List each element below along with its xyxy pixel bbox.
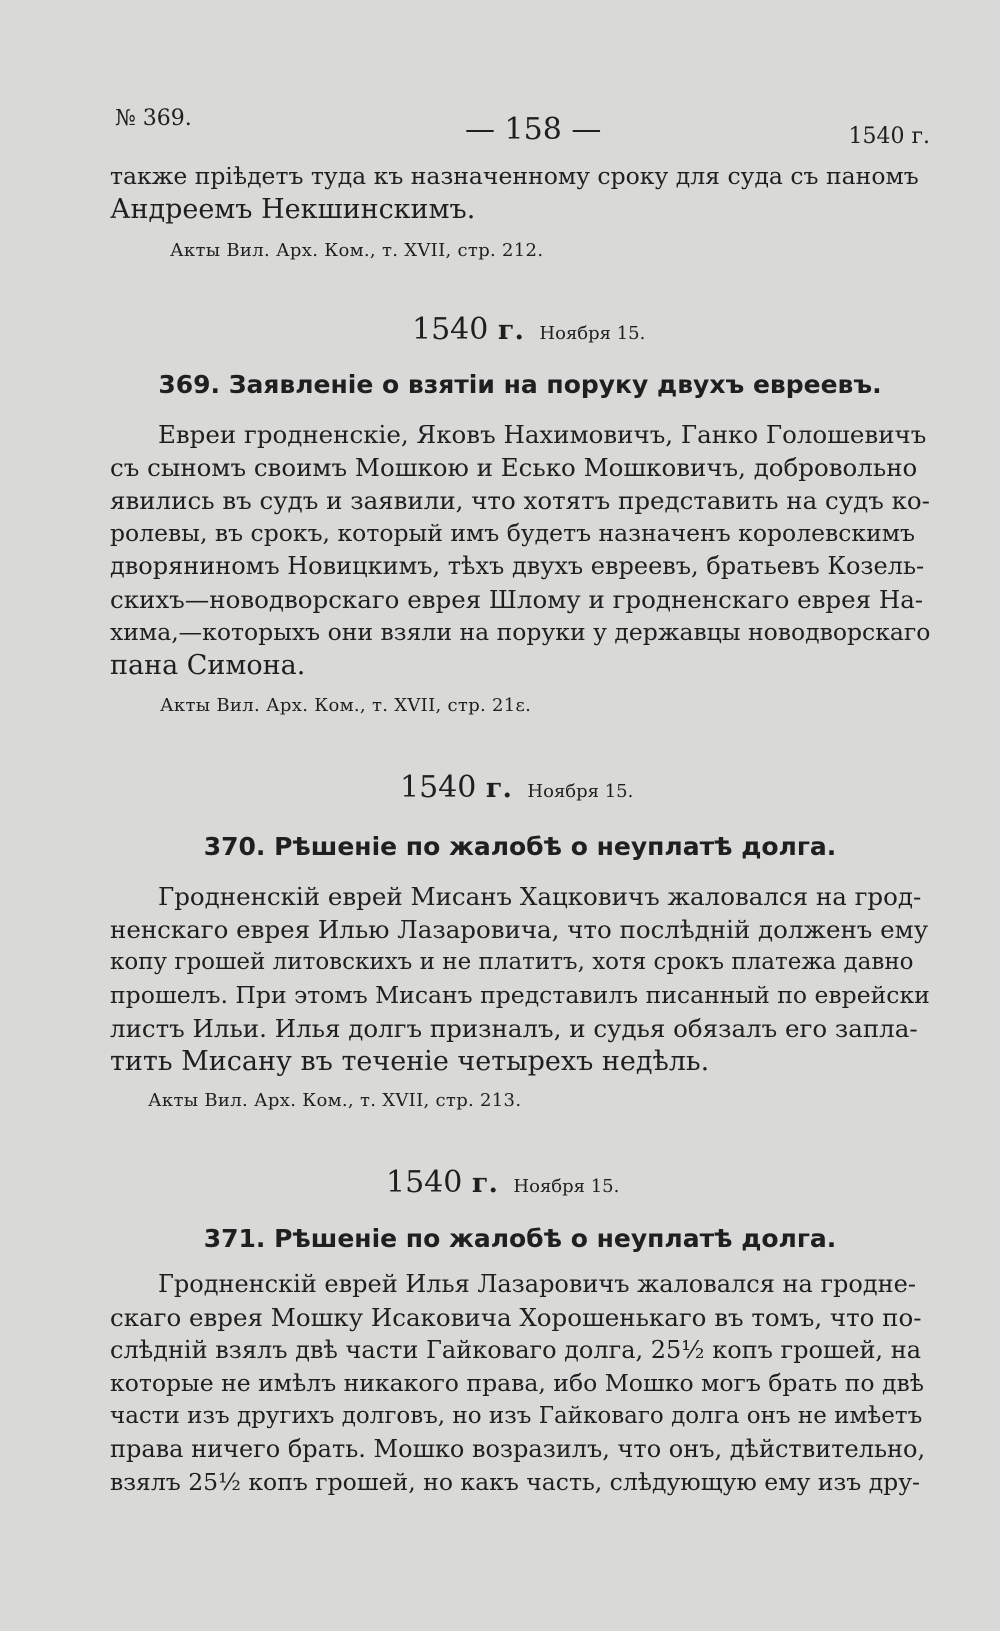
date-year: 1540 bbox=[412, 312, 489, 347]
header-year: 1540 г. bbox=[848, 124, 930, 149]
date-g: г. bbox=[471, 1168, 498, 1199]
text-line: также пріѣдетъ туда къ назначенному сроку для суда съ паномъ bbox=[110, 162, 919, 190]
text-line: Евреи гродненскіе, Яковъ Нахимовичъ, Ганко Голошевичъ bbox=[158, 420, 927, 449]
source-citation: Акты Вил. Арх. Ком., т. XVII, стр. 213. bbox=[148, 1090, 522, 1111]
text-line: хима,—которыхъ они взяли на поруки у державцы новодворскаго bbox=[110, 618, 931, 646]
text-line: Гродненскій еврей Илья Лазаровичъ жаловался на гродне- bbox=[158, 1270, 916, 1298]
source-citation: Акты Вил. Арх. Ком., т. XVII, стр. 212. bbox=[170, 240, 544, 261]
text-line: дворяниномъ Новицкимъ, тѣхъ двухъ евреевъ, братьевъ Козель- bbox=[110, 552, 925, 580]
text-line: Гродненскій еврей Мисанъ Хацковичъ жаловался на грод- bbox=[158, 882, 922, 911]
entry-date bbox=[400, 770, 633, 805]
date-day: Ноября 15. bbox=[539, 323, 646, 344]
entry-date bbox=[386, 1165, 619, 1200]
text-line: ролевы, въ срокъ, который имъ будетъ назначенъ королевскимъ bbox=[110, 519, 916, 547]
text-line: взялъ 25½ копъ грошей, но какъ часть, слѣдующую ему изъ дру- bbox=[110, 1468, 920, 1496]
date-g: г. bbox=[497, 315, 524, 346]
date-day: Ноября 15. bbox=[527, 781, 634, 802]
text-line: скаго еврея Мошку Исаковича Хорошенькаго въ томъ, что по- bbox=[110, 1303, 922, 1332]
entry-title: 370. Рѣшеніе по жалобѣ о неуплатѣ долга. bbox=[203, 832, 837, 861]
text-line: листъ Ильи. Илья долгъ призналъ, и судья обязалъ его запла- bbox=[110, 1014, 918, 1043]
text-line: съ сыномъ своимъ Мошкою и Есько Мошковичъ, добровольно bbox=[110, 453, 918, 482]
text-line: прошелъ. При этомъ Мисанъ представилъ писанный по еврейски bbox=[110, 981, 930, 1009]
date-g: г. bbox=[485, 773, 512, 804]
text-line: которые не имѣлъ никакого права, ибо Мошко могъ брать по двѣ bbox=[110, 1369, 924, 1397]
text-line: пана Симона. bbox=[110, 650, 306, 681]
entry-paragraph bbox=[110, 418, 930, 682]
text-line: слѣдній взялъ двѣ части Гайковаго долга, 25½ копъ грошей, на bbox=[110, 1336, 921, 1364]
text-line: части изъ другихъ долговъ, но изъ Гайковаго долга онъ не имѣетъ bbox=[110, 1403, 923, 1429]
date-year: 1540 bbox=[386, 1165, 463, 1200]
entry-title: 371. Рѣшеніе по жалобѣ о неуплатѣ долга. bbox=[203, 1224, 837, 1253]
entry-paragraph bbox=[110, 1268, 930, 1499]
page-header bbox=[115, 100, 930, 150]
intro-paragraph bbox=[110, 160, 930, 226]
document-number: № 369. bbox=[115, 106, 192, 131]
date-year: 1540 bbox=[400, 770, 477, 805]
entry-date bbox=[412, 312, 645, 347]
date-day: Ноября 15. bbox=[513, 1176, 620, 1197]
text-line: тить Мисану въ теченіе четырехъ недѣль. bbox=[110, 1046, 710, 1077]
page-number: — 158 — bbox=[465, 112, 602, 147]
source-citation: Акты Вил. Арх. Ком., т. XVII, стр. 21ε. bbox=[160, 695, 532, 716]
text-line: ненскаго еврея Илью Лазаровича, что послѣдній долженъ ему bbox=[110, 915, 929, 944]
text-line: копу грошей литовскихъ и не платитъ, хотя срокъ платежа давно bbox=[110, 949, 914, 975]
entry-title: 369. Заявленіе о взятіи на поруку двухъ евреевъ. bbox=[158, 370, 882, 399]
text-line: скихъ—новодворскаго еврея Шлому и гродненскаго еврея На- bbox=[110, 585, 924, 614]
text-line: права ничего брать. Мошко возразилъ, что онъ, дѣйствительно, bbox=[110, 1435, 926, 1463]
text-line: явились въ судъ и заявили, что хотятъ представить на судъ ко- bbox=[110, 486, 930, 515]
text-line: Андреемъ Некшинскимъ. bbox=[110, 194, 476, 225]
entry-paragraph bbox=[110, 880, 930, 1078]
